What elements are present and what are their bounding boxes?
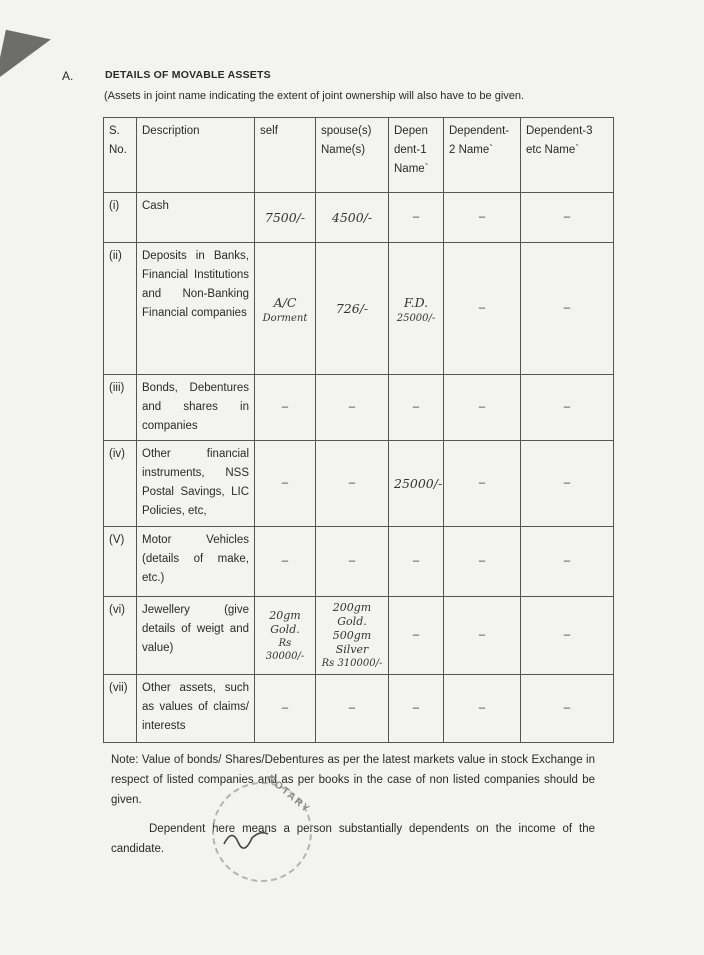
signature-icon <box>222 824 270 852</box>
row-dep2-value: – <box>444 441 521 527</box>
row-self-cell <box>255 597 316 675</box>
row-dep2-value: – <box>444 243 521 375</box>
row-dep2-value: – <box>444 675 521 743</box>
row-self-value: – <box>255 375 316 441</box>
table-row <box>104 597 614 675</box>
row-spouse-value: 4500/- <box>316 193 389 243</box>
row-sno: (vi) <box>104 597 137 675</box>
stamp-text: NOTARY <box>264 773 313 816</box>
row-spouse-value: – <box>316 441 389 527</box>
row-description: Other assets, such as values of claims/ interests <box>137 675 255 743</box>
dependent-note-block <box>111 819 595 859</box>
row-description: Cash <box>137 193 255 243</box>
table-row <box>104 675 614 743</box>
header-spouse: spouse(s) Name(s) <box>316 118 389 193</box>
row-self-value: 7500/- <box>255 193 316 243</box>
row-sno: (V) <box>104 527 137 597</box>
row-spouse-note: Rs 310000/- <box>321 658 383 669</box>
row-spouse-value: – <box>316 375 389 441</box>
header-dependent-3: Dependent-3 etc Name` <box>521 118 614 193</box>
row-sno: (i) <box>104 193 137 243</box>
row-dep3-value: – <box>521 375 614 441</box>
table-row <box>104 527 614 597</box>
movable-assets-table <box>103 117 614 743</box>
row-self-cell <box>255 243 316 375</box>
row-dep3-value: – <box>521 527 614 597</box>
row-dep3-value: – <box>521 441 614 527</box>
header-description: Description <box>137 118 255 193</box>
row-spouse-value: 200gm Gold. 500gm Silver <box>332 601 372 656</box>
row-dep1-value: – <box>389 597 444 675</box>
header-self: self <box>255 118 316 193</box>
row-spouse-cell <box>316 597 389 675</box>
row-description: Jewellery (give details of weigt and value) <box>137 597 255 675</box>
row-dep1-cell <box>389 243 444 375</box>
header-sno: S. No. <box>104 118 137 193</box>
row-dep1-value: – <box>389 675 444 743</box>
row-description: Deposits in Banks, Financial Institutions and Non-Banking Financial companies <box>137 243 255 375</box>
row-sno: (iii) <box>104 375 137 441</box>
row-dep1-value: – <box>389 193 444 243</box>
row-dep2-value: – <box>444 527 521 597</box>
row-dep3-value: – <box>521 243 614 375</box>
row-dep1-value: – <box>389 527 444 597</box>
header-dependent-2: Dependent-2 Name` <box>444 118 521 193</box>
table-row <box>104 243 614 375</box>
row-dep3-value: – <box>521 597 614 675</box>
section-subtitle: (Assets in joint name indicating the extent of joint ownership will also have to be given. <box>104 90 525 102</box>
row-dep3-value: – <box>521 675 614 743</box>
table-header-row <box>104 118 614 193</box>
row-dep1-value: 25000/- <box>389 441 444 527</box>
row-self-value: 20gm Gold. <box>269 608 301 636</box>
corner-mark-icon <box>0 30 51 90</box>
row-sno: (vii) <box>104 675 137 743</box>
row-self-value: – <box>255 675 316 743</box>
row-spouse-value: – <box>316 527 389 597</box>
header-dependent-1: Depen dent-1 Name` <box>389 118 444 193</box>
row-dep2-value: – <box>444 193 521 243</box>
table-row <box>104 441 614 527</box>
row-self-note: Rs 30000/- <box>265 637 305 662</box>
section-title: DETAILS OF MOVABLE ASSETS <box>105 69 271 81</box>
row-dep1-value: F.D. <box>403 294 429 310</box>
row-description: Bonds, Debentures and shares in companies <box>137 375 255 441</box>
row-self-value: – <box>255 441 316 527</box>
row-sno: (iv) <box>104 441 137 527</box>
row-dep2-value: – <box>444 375 521 441</box>
row-self-note: Dorment <box>262 312 308 324</box>
table-row <box>104 193 614 243</box>
row-description: Other financial instruments, NSS Postal Savings, LIC Policies, etc, <box>137 441 255 527</box>
dependent-note: Dependent here means a person substantially dependents on the income of the candidate. <box>111 823 595 855</box>
section-letter: A. <box>62 69 74 83</box>
row-spouse-value: 726/- <box>316 243 389 375</box>
row-sno: (ii) <box>104 243 137 375</box>
valuation-note: Note: Value of bonds/ Shares/Debentures as per the latest markets value in stock Exchange in respect of listed companies and as per books in the case of non listed companies should be given. <box>111 754 595 806</box>
row-dep1-value: – <box>389 375 444 441</box>
row-description: Motor Vehicles (details of make, etc.) <box>137 527 255 597</box>
row-self-value: – <box>255 527 316 597</box>
row-dep1-note: 25000/- <box>396 312 436 324</box>
table-row <box>104 375 614 441</box>
row-dep3-value: – <box>521 193 614 243</box>
row-self-value: A/C <box>273 294 297 310</box>
row-spouse-value: – <box>316 675 389 743</box>
row-dep2-value: – <box>444 597 521 675</box>
